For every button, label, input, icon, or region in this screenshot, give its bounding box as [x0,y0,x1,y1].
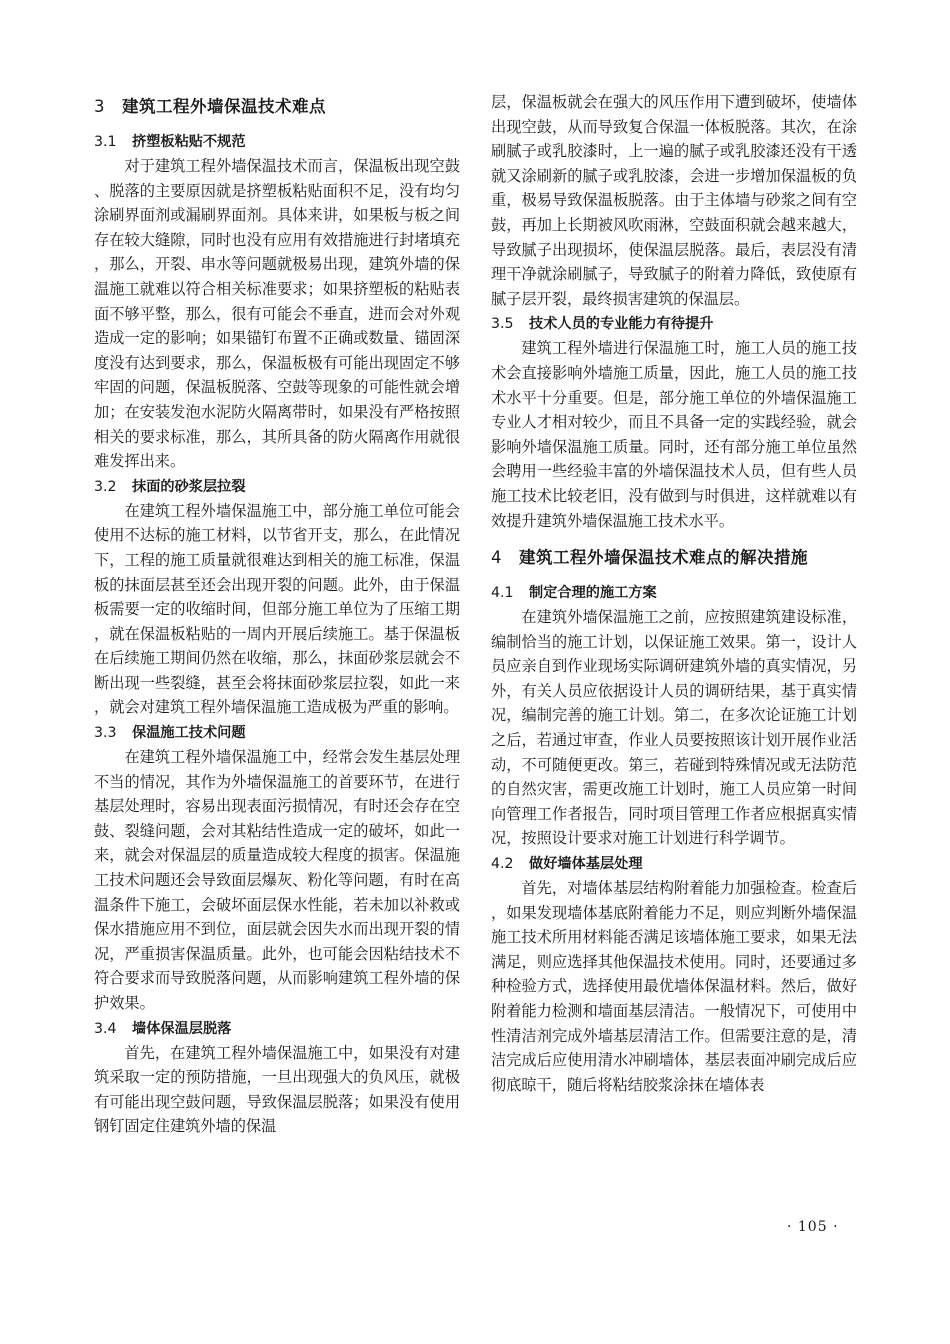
paragraph-3-3: 在建筑工程外墙保温施工中，经常会发生基层处理不当的情况，其作为外墙保温施工的首要环节，在进行基层处理时，容易出现表面污损情况，有时还会存在空鼓、裂缝问题，会对其粘结性造成一定的破坏，如此一来，就会对保温层的质量造成较大程度的损害。保温施工技术问题还会导致面层爆灰、粉化等问题，有时在高温条件下施工，会破坏面层保水性能，若未加以补救或保水措施应用不到位，面层就会因失水而出现开裂的情况，严重损害保温质量。此外，也可能会因粘结技术不符合要求而导致脱落问题，从而影响建筑工程外墙的保护效果。 [94,748,460,1012]
section-3-heading [94,94,460,120]
page-number: · 105 · [787,1219,839,1235]
section-number: 4 [491,548,502,568]
subsection-3-5-heading [491,312,857,336]
subsection-4-2-heading [491,852,857,876]
subsection-title: 制定合理的施工方案 [529,585,657,602]
subsection-title: 墙体保温层脱落 [132,1020,232,1037]
paragraph-3-1: 对于建筑工程外墙保温技术而言，保温板出现空鼓、脱落的主要原因就是挤塑板粘贴面积不足，没有均匀涂刷界面剂或漏刷界面剂。具体来讲，如果板与板之间存在较大缝隙，同时也没有应用有效措施进行封堵填充，那么，开裂、串水等问题就极易出现，建筑外墙的保温施工就难以符合相关标准要求；如果挤塑板的粘贴表面不够平整，那么，很有可能会不垂直，进而会对外观造成一定的影响；如果锚钉布置不正确或数量、锚固深度没有达到要求，那么，保温板极有可能出现固定不够牢固的问题，保温板脱落、空鼓等现象的可能性就会增加；在安装发泡水泥防火隔离带时，如果没有严格按照相关的要求标准，那么，其所具备的防火隔离作用就很难发挥出来。 [94,157,460,471]
subsection-3-2-heading [94,475,460,499]
paragraph-4-1: 在建筑外墙保温施工之前，应按照建筑建设标准，编制恰当的施工计划，以保证施工效果。第一，设计人员应亲自到作业现场实际调研建筑外墙的真实情况，另外，有关人员应依据设计人员的调研结果，基于真实情况，编制完善的施工计划。第二，在多次论证施工计划之后，若通过审查，作业人员要按照该计划开展作业活动，不可随便更改。第三，若碰到特殊情况或无法防范的自然灾害，需更改施工计划时，施工人员应第一时间向管理工作者报告，同时项目管理工作者应根据真实情况，按照设计要求对施工计划进行科学调节。 [491,608,857,848]
section-title: 建筑工程外墙保温技术难点 [122,97,326,116]
subsection-number: 3.1 [94,134,117,150]
subsection-title: 挤塑板粘贴不规范 [132,134,246,150]
subsection-title: 保温施工技术问题 [132,725,246,742]
paragraph-3-2: 在建筑工程外墙保温施工中，部分施工单位可能会使用不达标的施工材料，以节省开支，那么，在此情况下，工程的施工质量就很难达到相关的施工标准，保温板的抹面层甚至还会出现开裂的问题。此外，由于保温板需要一定的收缩时间，但部分施工单位为了压缩工期，就在保温板粘贴的一周内开展后续施工。基于保温板在后续施工期间仍然在收缩，那么，抹面砂浆层就会不断出现一些裂缝，甚至会将抹面砂浆层拉裂，如此一来，就会对建筑工程外墙保温施工造成极为严重的影响。 [94,501,460,717]
subsection-3-1-heading [94,130,460,154]
left-column [94,90,460,1139]
paragraph-3-4-continued: 层，保温板就会在强大的风压作用下遭到破坏，使墙体出现空鼓，从而导致复合保温一体板脱落。其次，在涂刷腻子或乳胶漆时，上一遍的腻子或乳胶漆还没有干透就又涂刷新的腻子或乳胶漆，会进一步增加保温板的负重，极易导致保温板脱落。由于主体墙与砂浆之间有空鼓，再加上长期被风吹雨淋，空鼓面积就会越来越大，导致腻子出现损坏，使保温层脱落。最后，表层没有清理干净就涂刷腻子，导致腻子的附着力降低，致使原有腻子层开裂，最终损害建筑的保温层。 [491,93,857,308]
subsection-number: 4.1 [491,585,514,602]
subsection-number: 3.4 [94,1020,117,1037]
subsection-4-1-heading [491,581,857,605]
paragraph-3-5: 建筑工程外墙进行保温施工时，施工人员的施工技术会直接影响外墙施工质量，因此，施工人员的施工技术水平十分重要。但是，部分施工单位的外墙保温施工专业人才相对较少，而且不具备一定的实践经验，就会影响外墙保温施工质量。同时，还有部分施工单位虽然会聘用一些经验丰富的外墙保温技术人员，但有些人员施工技术比较老旧，没有做到与时俱进，这样就难以有效提升建筑外墙保温施工技术水平。 [491,339,857,530]
section-title: 建筑工程外墙保温技术难点的解决措施 [519,548,808,568]
subsection-3-3-heading [94,721,460,745]
paragraph-3-4: 首先，在建筑工程外墙保温施工中，如果没有对建筑采取一定的预防措施，一旦出现强大的负风压，就极有可能出现空鼓问题，导致保温层脱落；如果没有使用钢钉固定住建筑外墙的保温 [94,1043,460,1136]
subsection-3-4-heading [94,1017,460,1041]
subsection-title: 做好墙体基层处理 [529,856,643,873]
subsection-number: 3.2 [94,478,117,495]
right-column [491,90,857,1097]
subsection-title: 技术人员的专业能力有待提升 [529,316,714,333]
subsection-title: 抹面的砂浆层拉裂 [132,478,246,495]
subsection-number: 4.2 [491,856,514,873]
subsection-number: 3.3 [94,725,117,742]
section-number: 3 [94,97,105,116]
subsection-number: 3.5 [491,316,514,333]
section-4-heading [491,545,857,571]
paragraph-4-2: 首先，对墙体基层结构附着能力加强检查。检查后，如果发现墙体基底附着能力不足，则应判断外墙保温施工技术所用材料能否满足该墙体施工要求，如果无法满足，则应选择其他保温技术使用。同时，还要通过多种检验方式，选择使用最优墙体保温材料。然后，做好附着能力检测和墙面基层清洁。一般情况下，可使用中性清洁剂完成外墙基层清洁工作。但需要注意的是，清洁完成后应使用清水冲刷墙体，基层表面冲刷完成后应彻底晾干，随后将粘结胶浆涂抹在墙体表 [491,879,857,1094]
